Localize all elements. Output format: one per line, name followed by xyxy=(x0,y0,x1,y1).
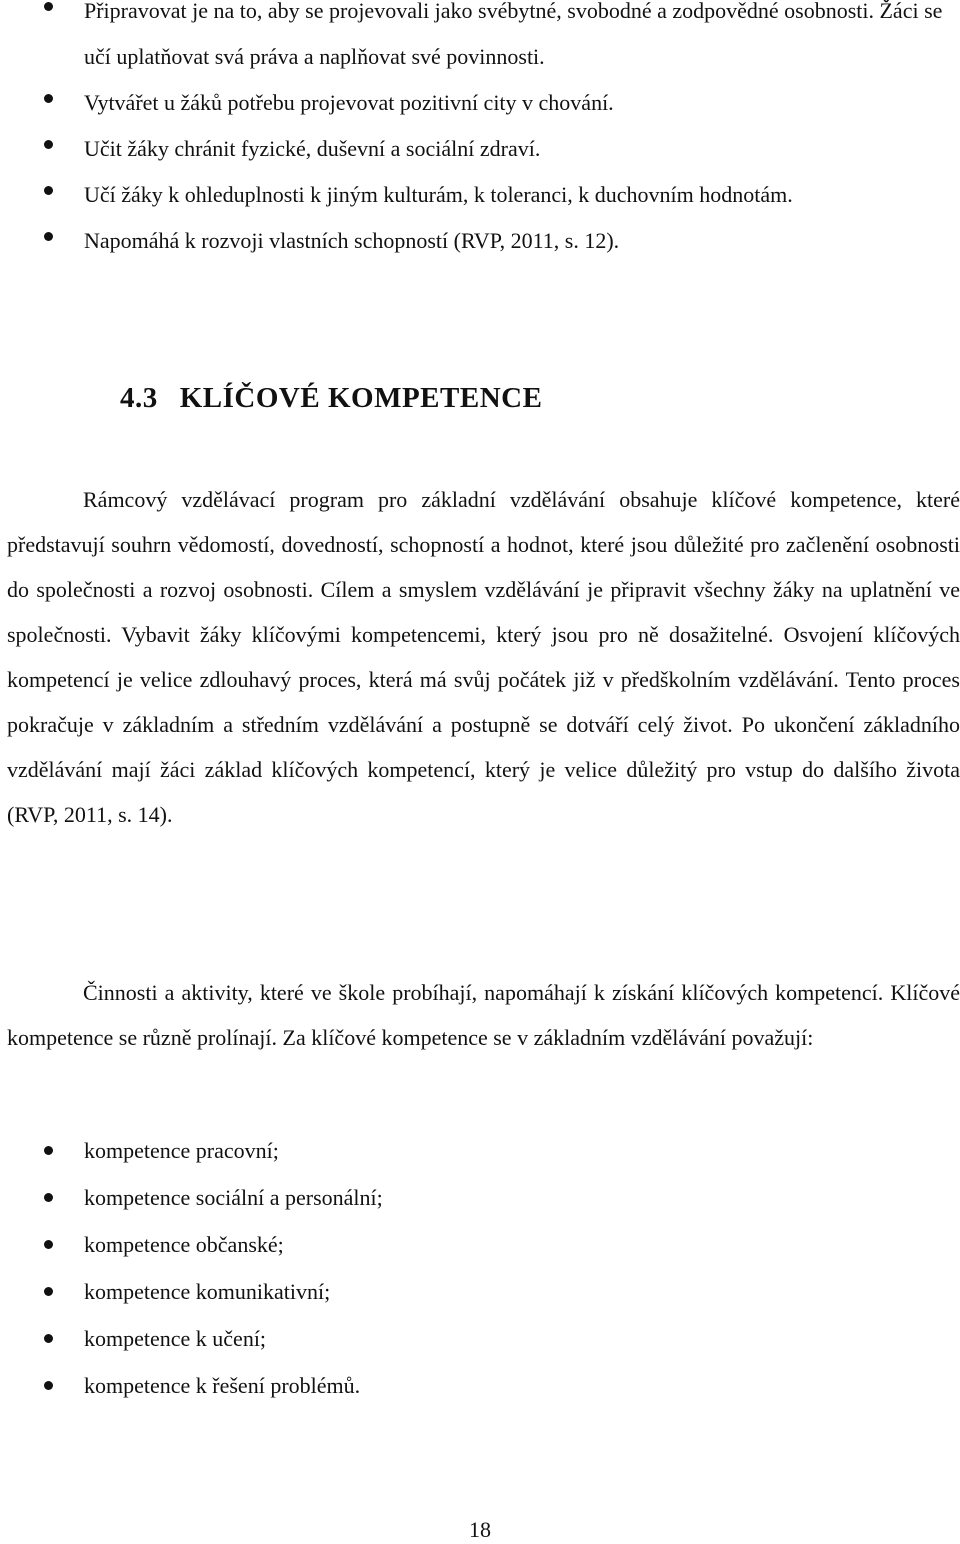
list-item-text: Vytvářet u žáků potřebu projevovat pozitivní city v chování. xyxy=(84,90,614,115)
bullet-icon xyxy=(44,1193,53,1202)
list-item xyxy=(0,1362,960,1409)
competences-bullet-list xyxy=(0,1127,960,1409)
page-number: 18 xyxy=(469,1517,491,1542)
bullet-icon xyxy=(44,1287,53,1296)
list-item xyxy=(0,1127,960,1174)
list-item-text: kompetence k řešení problémů. xyxy=(84,1373,361,1398)
list-item xyxy=(0,80,960,126)
list-item xyxy=(0,1174,960,1221)
bullet-icon xyxy=(44,232,53,241)
bullet-icon xyxy=(44,186,53,195)
bullet-icon xyxy=(44,140,53,149)
bullet-icon xyxy=(44,94,53,103)
list-item-text: kompetence komunikativní; xyxy=(84,1279,331,1304)
list-item xyxy=(0,218,960,264)
list-item-text: kompetence k učení; xyxy=(84,1326,267,1351)
paragraph-activities: Činnosti a aktivity, které ve škole probíhají, napomáhají k získání klíčových kompetencí. Klíčové kompetence se různě prolínají. Za klíčové kompetence se v základním vzdělávání považují: xyxy=(7,980,960,1050)
list-item xyxy=(0,126,960,172)
list-item xyxy=(0,172,960,218)
bullet-icon xyxy=(44,1381,53,1390)
list-item-text: Učit žáky chránit fyzické, duševní a sociální zdraví. xyxy=(84,136,541,161)
bullet-icon xyxy=(44,1240,53,1249)
section-title: KLÍČOVÉ KOMPETENCE xyxy=(179,382,543,414)
goals-bullet-list xyxy=(0,0,960,264)
bullet-icon xyxy=(44,2,53,11)
list-item-text: Napomáhá k rozvoji vlastních schopností (RVP, 2011, s. 12). xyxy=(84,228,620,253)
bullet-icon xyxy=(44,1334,53,1343)
list-item-text: Připravovat je na to, aby se projevovali jako svébytné, svobodné a zodpovědné osobnosti. Žáci se učí uplatňovat svá práva a naplňovat své povinnosti. xyxy=(84,0,943,69)
list-item-text: kompetence občanské; xyxy=(84,1232,284,1257)
list-item xyxy=(0,1268,960,1315)
list-item-text: Učí žáky k ohleduplnosti k jiným kulturám, k toleranci, k duchovním hodnotám. xyxy=(84,182,793,207)
list-item xyxy=(0,1315,960,1362)
list-item xyxy=(0,1221,960,1268)
list-item-text: kompetence pracovní; xyxy=(84,1138,279,1163)
section-number: 4.3 xyxy=(120,382,158,414)
section-heading xyxy=(120,382,542,415)
bullet-icon xyxy=(44,1146,53,1155)
paragraph-key-competences: Rámcový vzdělávací program pro základní vzdělávání obsahuje klíčové kompetence, které představují souhrn vědomostí, dovedností, schopností a hodnot, které jsou důležité pro začlenění osobnosti do společnosti a rozvoj osobnosti. Cílem a smyslem vzdělávání je připravit všechny žáky na uplatnění ve společnosti. Vybavit žáky klíčovými kompetencemi, který jsou pro ně dosažitelné. Osvojení klíčových kompetencí je velice zdlouhavý proces, která má svůj počátek již v předškolním vzdělávání. Tento proces pokračuje v základním a středním vzdělávání a postupně se dotváří celý život. Po ukončení základního vzdělávání mají žáci základ klíčových kompetencí, který je velice důležitý pro vstup do dalšího života (RVP, 2011, s. 14). xyxy=(7,487,960,827)
list-item-text: kompetence sociální a personální; xyxy=(84,1185,383,1210)
list-item xyxy=(0,0,960,80)
